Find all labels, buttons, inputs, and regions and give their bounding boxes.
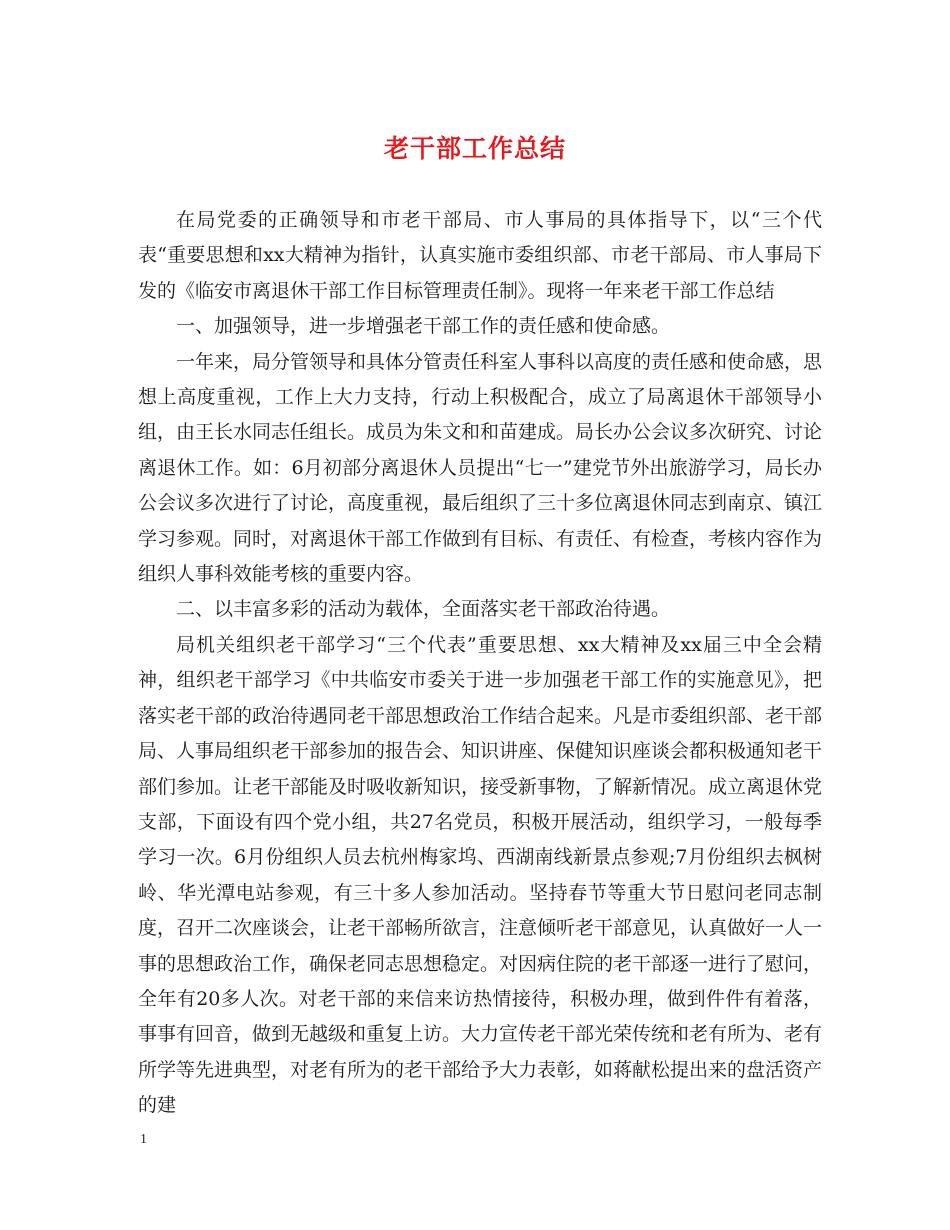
paragraph-section-1: 一年来，局分管领导和具体分管责任科室人事科以高度的责任感和使命感，思想上高度重视，工作上大力支持，行动上积极配合，成立了局离退休干部领导小组，由王长水同志任组长。成员为朱文和和苗建成。局长办公会议多次研究、讨论离退休工作。如：6月初部分离退休人员提出“七一”建党节外出旅游学习，局长办公会议多次进行了讨论，高度重视，最后组织了三十多位离退休同志到南京、镇江学习参观。同时，对离退休干部工作做到有目标、有责任、有检查，考核内容作为组织人事科效能考核的重要内容。 — [138, 350, 823, 586]
heading-section-2: 二、以丰富多彩的活动为载体，全面落实老干部政治待遇。 — [176, 598, 671, 621]
document-title: 老干部工作总结 — [383, 134, 566, 163]
paragraph-section-2: 局机关组织老干部学习“三个代表”重要思想、xx大精神及xx届三中全会精神，组织老干部学习《中共临安市委关于进一步加强老干部工作的实施意见》，把落实老干部的政治待遇同老干部思想政治工作结合起来。凡是市委组织部、老干部局、人事局组织老干部参加的报告会、知识讲座、保健知识座谈会都积极通知老干部们参加。让老干部能及时吸收新知识，接受新事物，了解新情况。成立离退休党支部，下面设有四个党小组，共27名党员，积极开展活动，组织学习，一般每季学习一次。6月份组织人员去杭州梅家坞、西湖南线新景点参观;7月份组织去枫树岭、华光潭电站参观，有三十多人参加活动。坚持春节等重大节日慰问老同志制度，召开二次座谈会，让老干部畅所欲言，注意倾听老干部意见，认真做好一人一事的思想政治工作，确保老同志思想稳定。对因病住院的老干部逐一进行了慰问，全年有20多人次。对老干部的来信来访热情接待，积极办理，做到件件有着落，事事有回音，做到无越级和重复上访。大力宣传老干部光荣传统和老有所为、老有所学等先进典型，对老有所为的老干部给予大力表彰，如蒋献松提出来的盘活资产的建 — [138, 633, 823, 1117]
paragraph-intro: 在局党委的正确领导和市老干部局、市人事局的具体指导下，以“三个代表“重要思想和xx大精神为指针，认真实施市委组织部、市老干部局、市人事局下发的《临安市离退休干部工作目标管理责任制》。现将一年来老干部工作总结 — [138, 209, 822, 302]
document-body — [138, 203, 822, 1124]
heading-section-1: 一、加强领导，进一步增强老干部工作的责任感和使命感。 — [176, 315, 671, 338]
page-number: 1 — [140, 1132, 147, 1147]
